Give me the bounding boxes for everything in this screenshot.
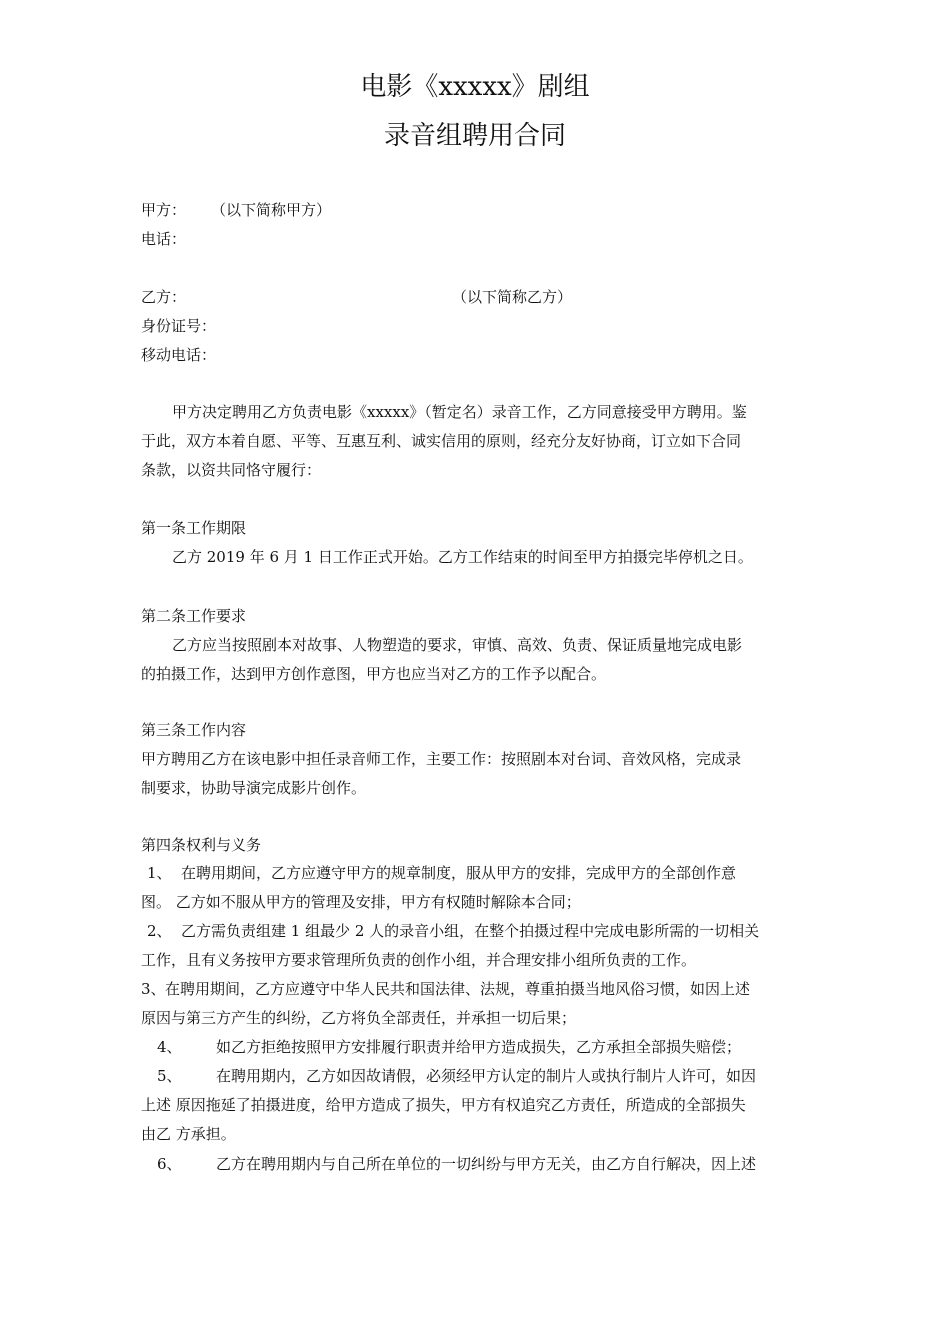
item-text-line: 在聘用期间，乙方应遵守甲方的规章制度，服从甲方的安排，完成甲方的全部创作意 [181,864,737,882]
intro-line: 甲方决定聘用乙方负责电影《xxxxx》（暂定名）录音工作，乙方同意接受甲方聘用。鉴 [172,403,747,421]
article-heading: 第二条工作要求 [141,607,247,625]
article-text-line: 制要求，协助导演完成影片创作。 [141,779,367,797]
party-b-id-label: 身份证号： [141,317,217,335]
item-text-line: 乙方在聘用期内与自己所在单位的一切纠纷与甲方无关，由乙方自行解决，因上述 [216,1155,757,1173]
party-b-label: 乙方： [141,288,187,306]
document-subtitle: 录音组聘用合同 [383,121,566,151]
item-number: 6、 [157,1155,182,1173]
party-b-mobile-label: 移动电话： [141,346,217,364]
party-a-label: 甲方： [141,201,187,219]
article-text-line: 的拍摄工作，达到甲方创作意图，甲方也应当对乙方的工作予以配合。 [141,665,607,683]
article-text-line: 乙方 2019 年 6 月 1 日工作正式开始。乙方工作结束的时间至甲方拍摄完毕停机之日。 [172,548,753,566]
intro-line: 于此，双方本着自愿、平等、互惠互利、诚实信用的原则，经充分友好协商，订立如下合同 [141,432,742,450]
article-text-line: 乙方应当按照剧本对故事、人物塑造的要求，审慎、高效、负责、保证质量地完成电影 [172,636,743,654]
item-text-line: 在聘用期间，乙方应遵守中华人民共和国法律、法规，尊重拍摄当地风俗习惯，如因上述 [165,980,751,998]
item-number: 4、 [157,1038,182,1056]
party-b-note: （以下简称乙方） [452,288,573,306]
article-heading: 第四条权利与义务 [141,836,262,854]
item-number: 1、 [147,864,172,882]
item-text-line: 如乙方拒绝按照甲方安排履行职责并给甲方造成损失，乙方承担全部损失赔偿； [216,1038,742,1056]
article-text-line: 甲方聘用乙方在该电影中担任录音师工作，主要工作：按照剧本对台词、音效风格，完成录 [141,750,742,768]
item-number: 5、 [157,1067,182,1085]
item-text-line: 乙方需负责组建 1 组最少 2 人的录音小组，在整个拍摄过程中完成电影所需的一切相关 [181,922,760,940]
item-text-line: 上述 原因拖延了拍摄进度，给甲方造成了损失，甲方有权追究乙方责任，所造成的全部损失 [141,1096,746,1114]
article-heading: 第一条工作期限 [141,519,247,537]
item-text-line: 由乙 方承担。 [141,1125,236,1143]
article-heading: 第三条工作内容 [141,721,247,739]
party-a-note: （以下简称甲方） [211,201,332,219]
item-text-line: 图。 乙方如不服从甲方的管理及安排，甲方有权随时解除本合同； [141,893,581,911]
item-number: 2、 [147,922,172,940]
item-text-line: 工作，且有义务按甲方要求管理所负责的创作小组，并合理安排小组所负责的工作。 [141,951,697,969]
party-a-phone-label: 电话： [141,230,187,248]
document-title: 电影《xxxxx》剧组 [360,72,590,102]
item-text-line: 在聘用期内，乙方如因故请假，必须经甲方认定的制片人或执行制片人许可，如因 [216,1067,757,1085]
item-text-line: 原因与第三方产生的纠纷，乙方将负全部责任，并承担一切后果； [141,1009,577,1027]
item-number: 3、 [141,980,166,998]
intro-line: 条款，以资共同恪守履行： [141,461,322,479]
